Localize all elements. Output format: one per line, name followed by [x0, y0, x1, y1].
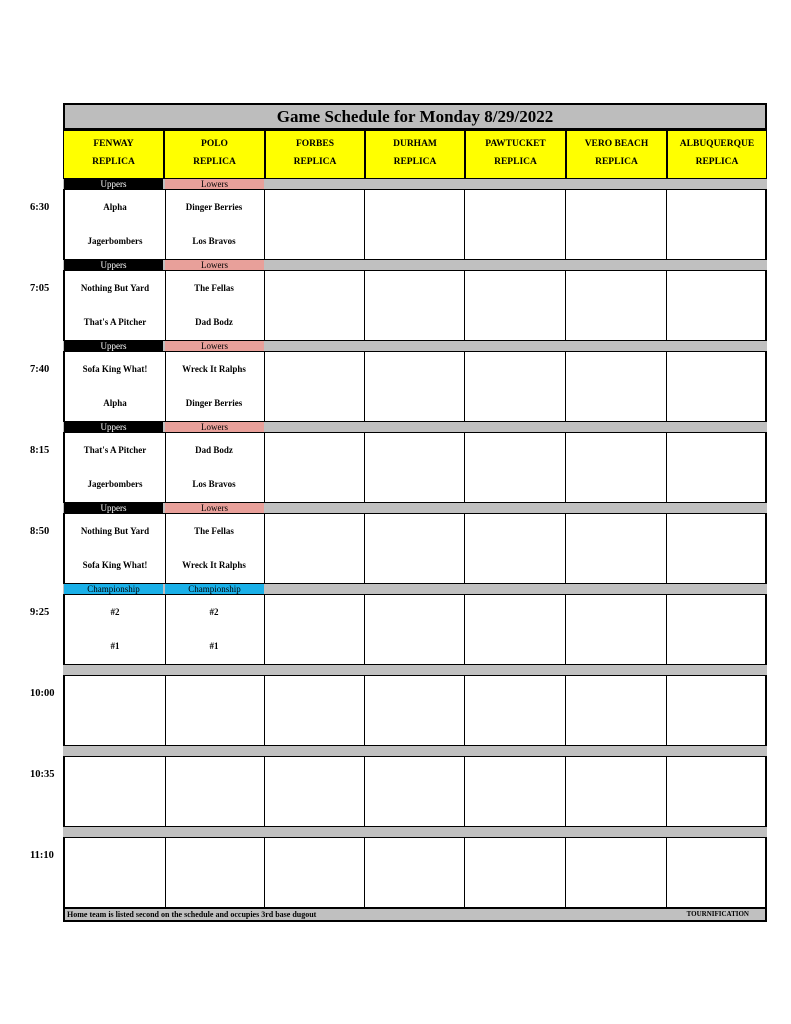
game-cell	[465, 676, 566, 745]
division-tag: Championship	[165, 584, 264, 594]
time-label: 8:15	[30, 445, 50, 456]
game-cell	[566, 433, 667, 502]
time-slot-row	[63, 433, 767, 502]
away-team: Nothing But Yard	[80, 283, 150, 293]
time-label: 7:40	[30, 364, 50, 375]
away-team: Wreck It Ralphs	[182, 364, 246, 374]
division-tag: Lowers	[165, 422, 264, 432]
home-team: Wreck It Ralphs	[182, 560, 246, 570]
home-team: Alpha	[103, 398, 127, 408]
game-cell	[365, 190, 465, 259]
game-cell	[566, 352, 667, 421]
game-cell	[265, 676, 365, 745]
game-cell	[566, 514, 667, 583]
game-cell	[65, 514, 166, 583]
division-tag: Uppers	[64, 341, 163, 351]
schedule-footer	[63, 907, 767, 922]
game-cell	[265, 352, 365, 421]
field-sub: REPLICA	[92, 157, 135, 167]
field-header-1	[164, 130, 265, 180]
time-label: 9:25	[30, 607, 50, 618]
game-cell	[465, 433, 566, 502]
time-label: 6:30	[30, 202, 50, 213]
game-cell	[164, 190, 265, 259]
game-cell	[65, 595, 166, 664]
game-cell	[265, 433, 365, 502]
game-cell	[465, 271, 566, 340]
time-slot-row	[63, 271, 767, 340]
game-cell	[65, 838, 166, 907]
division-tag: Lowers	[165, 341, 264, 351]
game-cell	[265, 514, 365, 583]
game-cell	[65, 190, 166, 259]
game-cell	[265, 757, 365, 826]
home-team: Jagerbombers	[87, 236, 143, 246]
away-team: Dad Bodz	[195, 445, 233, 455]
game-cell	[667, 271, 767, 340]
away-team: Sofa King What!	[82, 364, 148, 374]
division-band	[63, 664, 767, 676]
division-tag: Uppers	[64, 422, 163, 432]
game-cell	[265, 190, 365, 259]
game-cell	[667, 595, 767, 664]
division-band	[63, 178, 767, 190]
field-sub: REPLICA	[193, 157, 236, 167]
game-cell	[365, 352, 465, 421]
field-name: FORBES	[295, 139, 334, 149]
field-name: POLO	[201, 139, 228, 149]
game-cell	[365, 676, 465, 745]
game-cell	[265, 595, 365, 664]
division-band	[63, 340, 767, 352]
time-label: 8:50	[30, 526, 50, 537]
field-name: ALBUQUERQUE	[679, 139, 755, 149]
time-slot-row	[63, 757, 767, 826]
time-slot-row	[63, 514, 767, 583]
game-cell	[667, 190, 767, 259]
game-cell	[667, 838, 767, 907]
field-name: PAWTUCKET	[485, 139, 546, 149]
game-cell	[566, 838, 667, 907]
game-cell	[566, 190, 667, 259]
field-header-2	[265, 130, 365, 180]
game-cell	[164, 514, 265, 583]
division-tag: Lowers	[165, 179, 264, 189]
game-cell	[65, 352, 166, 421]
home-team: Sofa King What!	[82, 560, 148, 570]
game-cell	[667, 757, 767, 826]
footer-note: Home team is listed second on the schedule and occupies 3rd base dugout	[67, 910, 317, 919]
game-cell	[465, 838, 566, 907]
division-band	[63, 259, 767, 271]
field-header-4	[465, 130, 566, 180]
schedule-title: Game Schedule for Monday 8/29/2022	[63, 103, 767, 130]
game-cell	[365, 757, 465, 826]
division-band	[63, 583, 767, 595]
game-cell	[566, 271, 667, 340]
field-sub: REPLICA	[494, 157, 537, 167]
home-team: Dinger Berries	[185, 398, 243, 408]
field-header-0	[63, 130, 164, 180]
game-cell	[667, 676, 767, 745]
home-team: That's A Pitcher	[83, 317, 147, 327]
game-cell	[65, 757, 166, 826]
division-tag: Lowers	[165, 260, 264, 270]
game-cell	[365, 433, 465, 502]
game-cell	[164, 433, 265, 502]
away-team: The Fellas	[194, 526, 234, 536]
away-team: #2	[110, 607, 120, 617]
home-team: Los Bravos	[192, 236, 236, 246]
game-cell	[365, 595, 465, 664]
game-cell	[164, 595, 265, 664]
game-cell	[164, 838, 265, 907]
division-band	[63, 502, 767, 514]
away-team: Alpha	[103, 202, 127, 212]
game-cell	[566, 676, 667, 745]
division-band	[63, 826, 767, 838]
home-team: Los Bravos	[192, 479, 236, 489]
field-header-row	[63, 130, 767, 180]
away-team: The Fellas	[194, 283, 234, 293]
game-cell	[65, 271, 166, 340]
away-team: #2	[209, 607, 219, 617]
game-cell	[164, 271, 265, 340]
field-header-3	[365, 130, 465, 180]
game-cell	[465, 352, 566, 421]
game-cell	[365, 271, 465, 340]
time-label: 10:00	[30, 688, 55, 699]
game-cell	[667, 514, 767, 583]
time-label: 10:35	[30, 769, 55, 780]
game-cell	[265, 271, 365, 340]
time-slot-row	[63, 676, 767, 745]
game-cell	[265, 838, 365, 907]
division-band	[63, 421, 767, 433]
home-team: #1	[110, 641, 120, 651]
field-header-6	[667, 130, 767, 180]
game-cell	[65, 433, 166, 502]
game-cell	[164, 352, 265, 421]
game-cell	[465, 514, 566, 583]
division-tag: Uppers	[64, 260, 163, 270]
game-cell	[65, 676, 166, 745]
time-label: 11:10	[30, 850, 54, 861]
field-sub: REPLICA	[393, 157, 437, 167]
time-slot-row	[63, 190, 767, 259]
division-tag: Championship	[64, 584, 163, 594]
time-slot-row	[63, 595, 767, 664]
field-sub: REPLICA	[293, 157, 337, 167]
footer-brand: TOURNIFICATION	[686, 910, 749, 918]
game-cell	[667, 433, 767, 502]
field-sub: REPLICA	[695, 157, 739, 167]
game-cell	[465, 595, 566, 664]
division-tag: Uppers	[64, 179, 163, 189]
game-cell	[164, 676, 265, 745]
field-name: VERO BEACH	[584, 139, 649, 149]
game-cell	[465, 757, 566, 826]
game-cell	[566, 595, 667, 664]
time-label: 7:05	[30, 283, 50, 294]
away-team: Dinger Berries	[185, 202, 243, 212]
field-name: FENWAY	[93, 139, 134, 149]
game-cell	[164, 757, 265, 826]
division-band	[63, 745, 767, 757]
game-cell	[365, 838, 465, 907]
home-team: Dad Bodz	[195, 317, 233, 327]
home-team: #1	[209, 641, 219, 651]
field-sub: REPLICA	[595, 157, 638, 167]
away-team: That's A Pitcher	[83, 445, 147, 455]
away-team: Nothing But Yard	[80, 526, 150, 536]
home-team: Jagerbombers	[87, 479, 143, 489]
game-cell	[365, 514, 465, 583]
division-tag: Lowers	[165, 503, 264, 513]
field-name: DURHAM	[393, 139, 437, 149]
time-slot-row	[63, 838, 767, 907]
time-slot-row	[63, 352, 767, 421]
field-header-5	[566, 130, 667, 180]
game-cell	[566, 757, 667, 826]
division-tag: Uppers	[64, 503, 163, 513]
game-cell	[465, 190, 566, 259]
game-cell	[667, 352, 767, 421]
